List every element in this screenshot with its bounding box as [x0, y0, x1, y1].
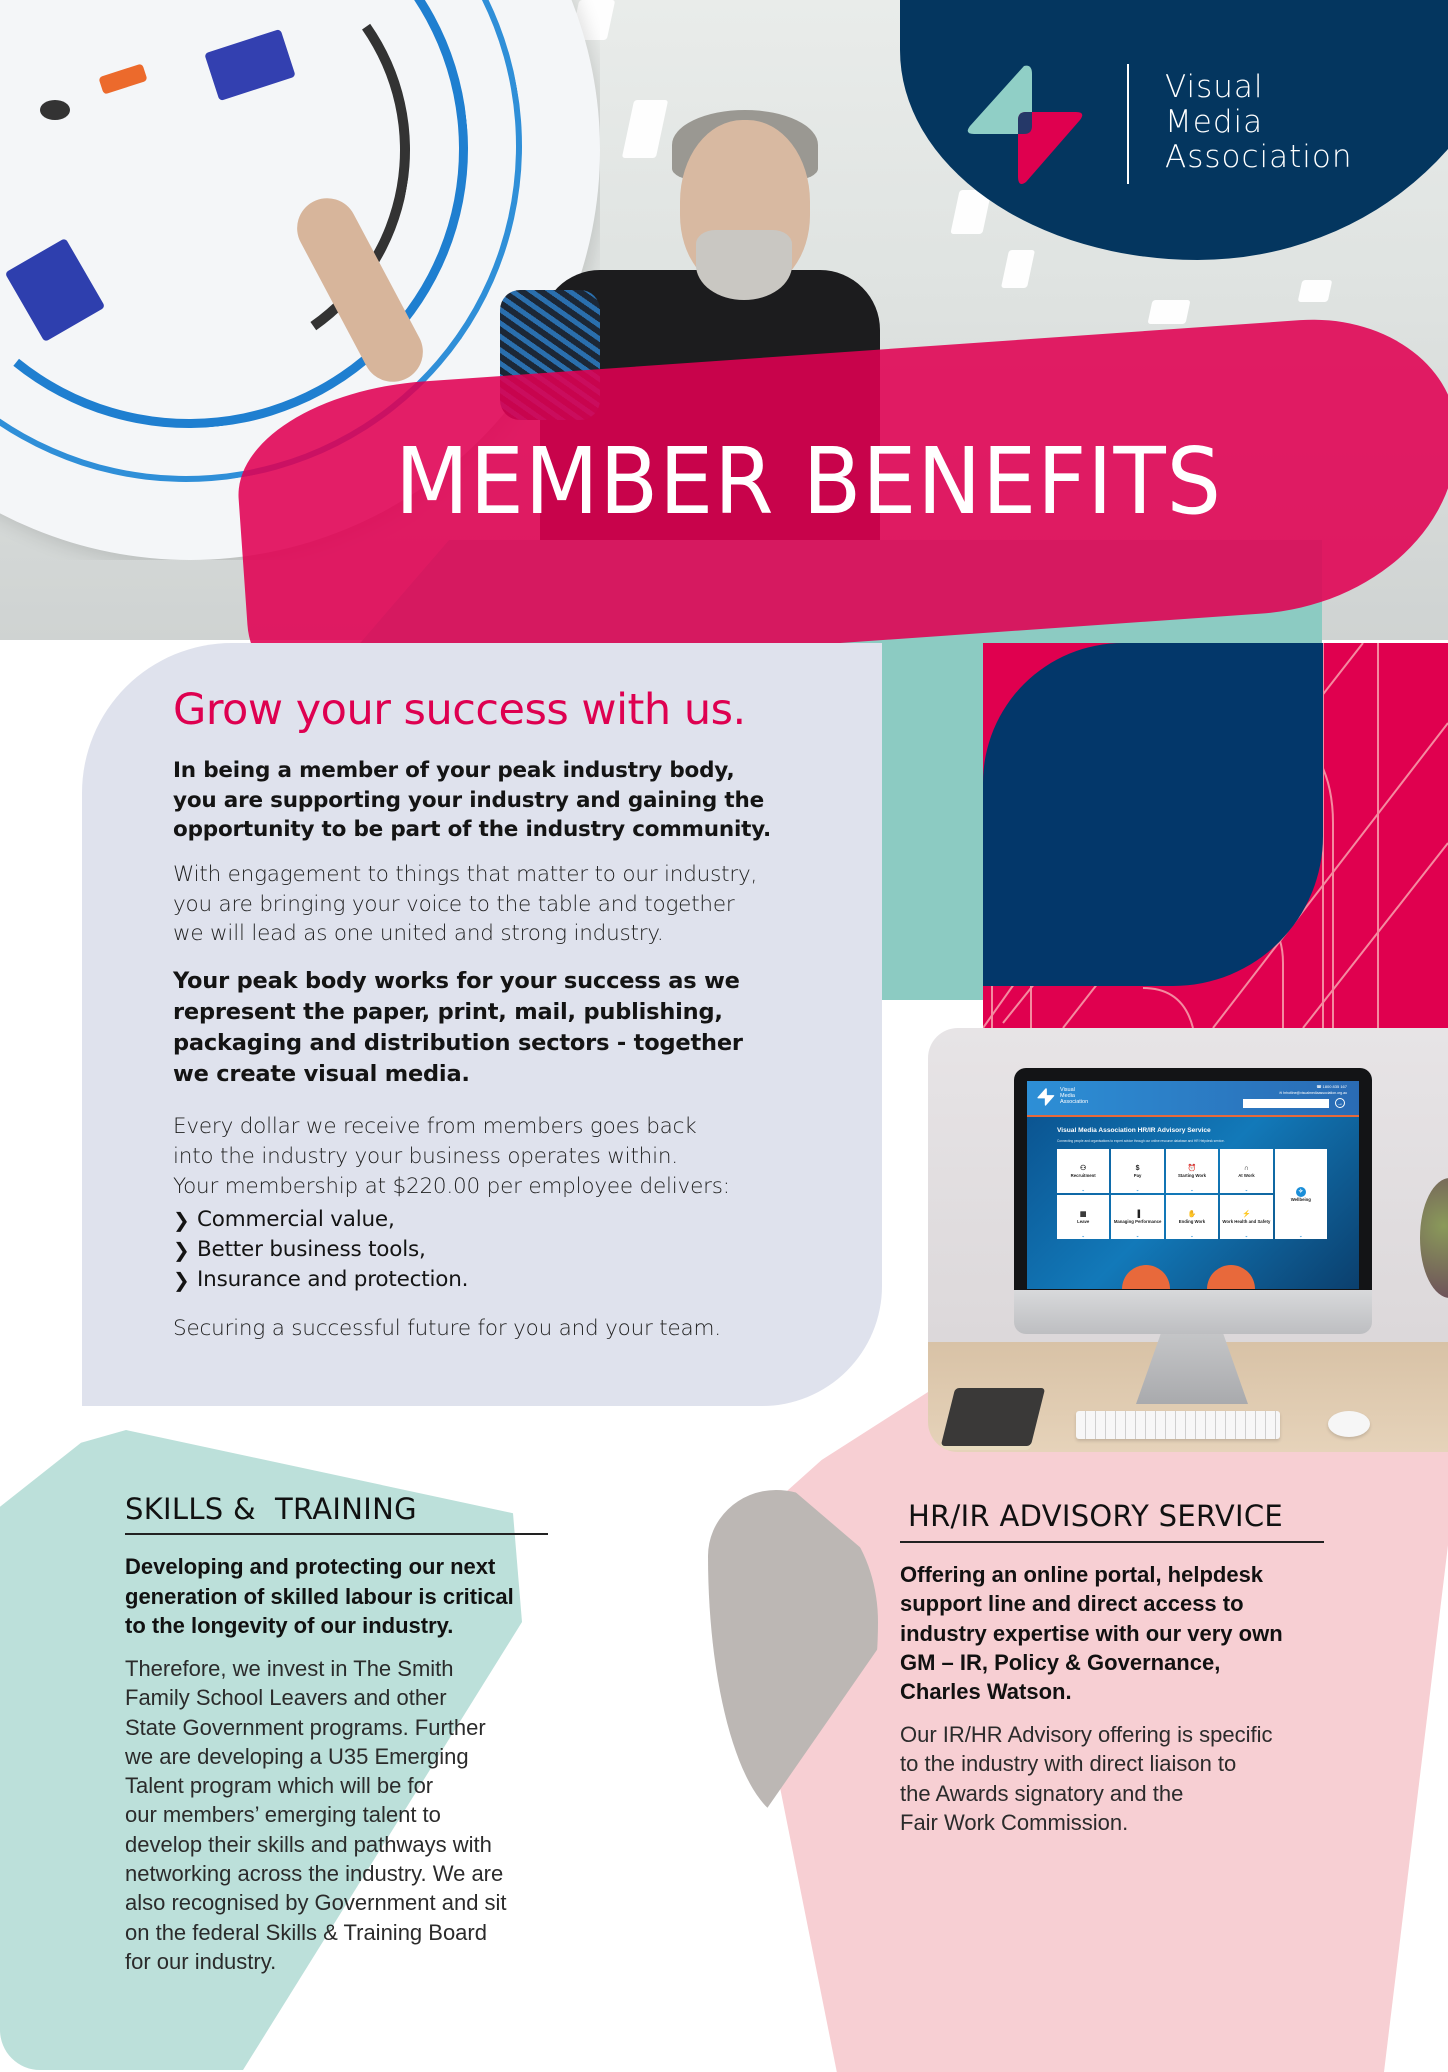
text-line: on the federal Skills & Training Board [125, 1919, 487, 1945]
text-line: you are bringing your voice to the table and together [173, 891, 735, 917]
text-line: generation of skilled labour is critical [125, 1583, 514, 1609]
chevron-down-icon: ⌄ [1190, 1187, 1194, 1192]
text-line: Therefore, we invest in The Smith [125, 1656, 454, 1681]
text-line: we are developing a U35 Emerging [125, 1743, 469, 1769]
chevron-right-icon: ❯ [173, 1268, 190, 1292]
screen-brand-line: Visual [1060, 1087, 1075, 1093]
hr-body-paragraph [900, 1720, 1340, 1837]
benefits-list [173, 1205, 833, 1295]
intro-membership-paragraph [173, 1112, 833, 1202]
dollar-icon: $ [1135, 1164, 1140, 1172]
text-line: for our industry. [125, 1948, 277, 1974]
hr-lead-paragraph [900, 1560, 1340, 1706]
screen-brand-line: Media [1060, 1093, 1075, 1099]
text-line: Our IR/HR Advisory offering is specific [900, 1722, 1273, 1747]
benefit-label: Better business tools, [197, 1237, 426, 1262]
monitor-chin [1014, 1290, 1372, 1334]
tile-label: Ending Work [1178, 1218, 1206, 1224]
tile-label: Starting Work [1177, 1172, 1207, 1178]
chevron-down-icon: ⌄ [1299, 1233, 1303, 1238]
chevron-down-icon: ⌄ [1190, 1233, 1194, 1238]
text-line: support line and direct access to [900, 1591, 1244, 1617]
text-line: In being a member of your peak industry body, [173, 758, 735, 783]
benefit-label: Commercial value, [197, 1207, 395, 1232]
alarm-clock-icon: ⏰ [1187, 1164, 1197, 1172]
tile-label: Recruitment [1070, 1172, 1096, 1178]
brand-name [1165, 70, 1353, 175]
butterfly-icon: ✧ [1296, 1187, 1306, 1197]
vma-logo-icon [966, 64, 1086, 186]
tile-work-health-safety[interactable] [1220, 1195, 1272, 1239]
chevron-right-icon: ❯ [173, 1208, 190, 1232]
tile-label: Managing Performance [1113, 1218, 1162, 1224]
hr-divider [900, 1541, 1324, 1543]
skills-lead-paragraph [125, 1552, 565, 1641]
monitor-screen [1027, 1081, 1359, 1289]
screen-brand [1060, 1087, 1088, 1105]
chevron-down-icon: ⌄ [1081, 1187, 1085, 1192]
tile-label: Wellbeing [1290, 1196, 1311, 1202]
person-beard [696, 230, 792, 300]
chevron-down-icon: ⌄ [1244, 1187, 1249, 1192]
screen-search-input[interactable] [1243, 1099, 1329, 1108]
text-line: Your peak body works for your success as we [173, 968, 740, 994]
text-line: opportunity to be part of the industry community. [173, 817, 772, 842]
page-title: MEMBER BENEFITS [395, 428, 1222, 535]
benefit-label: Insurance and protection. [197, 1267, 469, 1292]
skills-body-paragraph [125, 1654, 585, 1976]
people-icon: ⚇ [1080, 1164, 1087, 1172]
text-line: our members’ emerging talent to [125, 1802, 441, 1828]
keyboard [1076, 1411, 1280, 1439]
tile-label: Leave [1077, 1218, 1090, 1224]
orange-circle [1207, 1265, 1255, 1289]
calendar-icon: ▦ [1079, 1210, 1087, 1218]
text-line: packaging and distribution sectors - together [173, 1030, 743, 1056]
notebook [941, 1388, 1045, 1446]
text-line: networking across the industry. We are [125, 1861, 504, 1887]
text-line: into the industry your business operates within. [173, 1144, 678, 1169]
brand-name-line: Visual [1165, 69, 1264, 105]
screen-header [1027, 1081, 1359, 1117]
text-line: the Awards signatory and the [900, 1780, 1184, 1806]
screen-tile-grid [1057, 1149, 1327, 1239]
tile-at-work[interactable] [1220, 1149, 1272, 1193]
text-line: Every dollar we receive from members goes back [173, 1114, 697, 1139]
tile-starting-work[interactable] [1166, 1149, 1218, 1193]
chevron-down-icon: ⌄ [1081, 1233, 1085, 1238]
screen-title: Visual Media Association HR/IR Advisory Service [1057, 1127, 1211, 1134]
screen-brand-line: Association [1060, 1099, 1089, 1105]
text-line: Talent program which will be for [125, 1773, 434, 1799]
text-line: develop their skills and pathways with [125, 1831, 492, 1857]
hand-icon: ✋ [1187, 1210, 1197, 1218]
screen-email: ✉ hrhotline@visualmediaassociation.org.au [1279, 1091, 1347, 1095]
benefit-item [173, 1265, 833, 1295]
tile-wellbeing[interactable] [1275, 1149, 1327, 1239]
intro-peak-body-paragraph [173, 966, 833, 1090]
tile-label: Pay [1133, 1172, 1142, 1178]
text-line: to the longevity of our industry. [125, 1613, 454, 1638]
chevron-right-icon: ❯ [173, 1238, 190, 1262]
chevron-down-icon: ⌄ [1135, 1233, 1140, 1238]
text-line: GM – IR, Policy & Governance, [900, 1649, 1221, 1675]
tile-leave[interactable] [1057, 1195, 1109, 1239]
lightning-icon: ⚡ [1242, 1210, 1251, 1218]
ceiling-light [1001, 250, 1035, 288]
tile-pay[interactable] [1111, 1149, 1163, 1193]
chevron-down-icon: ⌄ [1135, 1187, 1140, 1192]
tile-label: At Work [1238, 1172, 1255, 1178]
text-line: Offering an online portal, helpdesk [900, 1562, 1264, 1587]
text-line: Charles Watson. [900, 1679, 1072, 1705]
text-line: Fair Work Commission. [900, 1809, 1129, 1835]
text-line: we create visual media. [173, 1061, 470, 1087]
headset-icon: ∩ [1243, 1164, 1249, 1172]
tile-label: Work Health and Safety [1222, 1218, 1271, 1224]
plant [1420, 1178, 1448, 1298]
screen-phone: ☎ 1800 835 167 [1316, 1084, 1347, 1089]
tile-managing-performance[interactable] [1111, 1195, 1163, 1239]
text-line: industry expertise with our very own [900, 1620, 1283, 1646]
ceiling-light [1298, 280, 1333, 302]
monitor-stand [1136, 1334, 1248, 1404]
chevron-down-icon: ⌄ [1244, 1233, 1249, 1238]
text-line: to the industry with direct liaison to [900, 1751, 1237, 1777]
ceiling-light [622, 100, 668, 158]
text-line: we will lead as one united and strong industry. [173, 921, 664, 946]
screen-search-button[interactable]: → [1335, 1098, 1345, 1108]
brand-name-line: Media [1165, 104, 1264, 140]
intro-engagement-paragraph [173, 860, 833, 949]
tile-ending-work[interactable] [1166, 1195, 1218, 1239]
text-line: State Government programs. Further [125, 1714, 486, 1740]
text-line: Your membership at $220.00 per employee delivers: [173, 1174, 730, 1199]
text-line: also recognised by Government and sit [125, 1890, 507, 1916]
logo-divider [1127, 64, 1129, 184]
mouse [1328, 1411, 1370, 1437]
text-line: With engagement to things that matter to our industry, [173, 862, 758, 887]
text-line: represent the paper, print, mail, publishing, [173, 999, 723, 1025]
hr-advisory-heading: HR/IR ADVISORY SERVICE [908, 1499, 1284, 1533]
intro-heading: Grow your success with us. [173, 685, 746, 735]
text-line: Developing and protecting our next [125, 1554, 496, 1579]
monitor-photo [928, 1028, 1448, 1452]
benefit-item [173, 1205, 833, 1235]
ceiling-light [1147, 300, 1190, 324]
intro-lead-paragraph [173, 756, 833, 845]
text-line: Family School Leavers and other [125, 1685, 447, 1711]
bar-chart-icon: ▐ [1135, 1210, 1141, 1218]
benefit-item [173, 1235, 833, 1265]
tile-recruitment[interactable] [1057, 1149, 1109, 1193]
text-line: you are supporting your industry and gaining the [173, 787, 764, 813]
orange-circle [1122, 1265, 1170, 1289]
brand-name-line: Association [1165, 139, 1353, 175]
intro-closing: Securing a successful future for you and your team. [173, 1316, 721, 1341]
skills-heading: SKILLS & TRAINING [125, 1492, 417, 1526]
screen-logo-icon [1037, 1088, 1055, 1106]
navy-shape [983, 643, 1323, 986]
skills-divider [125, 1533, 548, 1535]
screen-subtitle: Connecting people and organisations to expert advice through our online resource database and HR Helpdesk service. [1057, 1139, 1225, 1143]
